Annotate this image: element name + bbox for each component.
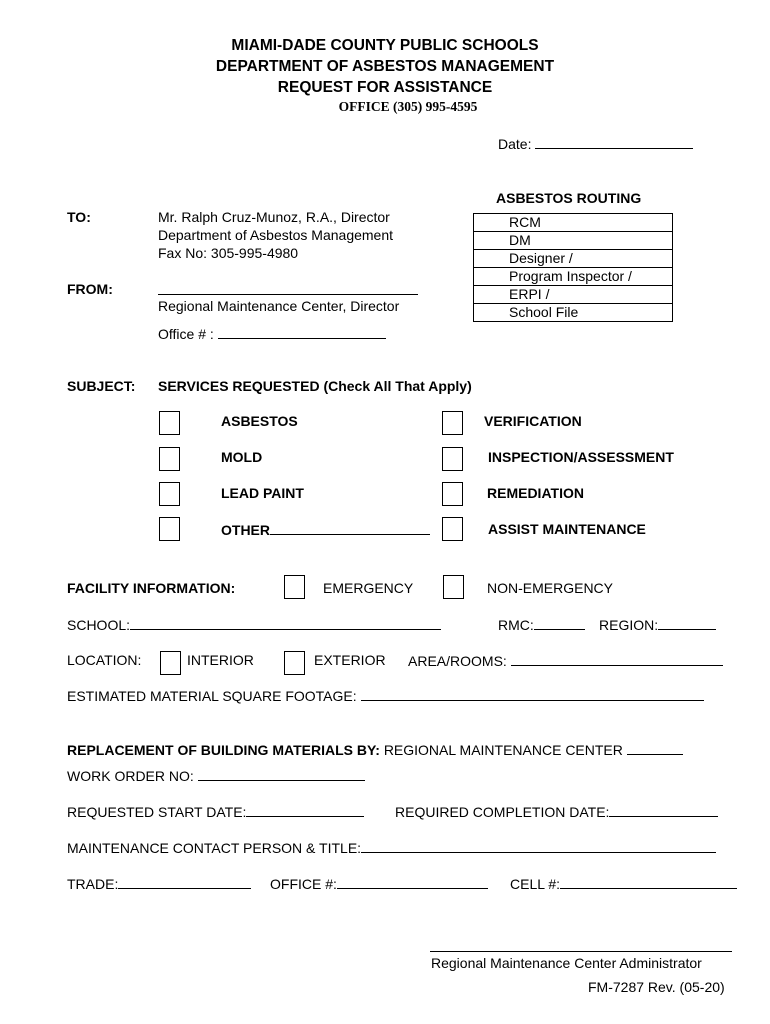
- mold-checkbox[interactable]: [159, 447, 180, 471]
- completion-date-blank[interactable]: [609, 803, 718, 817]
- from-title: Regional Maintenance Center, Director: [158, 298, 400, 314]
- lead-paint-checkbox[interactable]: [159, 482, 180, 506]
- completion-date-label: REQUIRED COMPLETION DATE:: [395, 804, 610, 820]
- other-label: OTHER: [221, 522, 270, 538]
- remediation-checkbox[interactable]: [442, 482, 463, 506]
- start-date-field[interactable]: [67, 803, 364, 820]
- inspection-label: INSPECTION/ASSESSMENT: [488, 449, 674, 465]
- subject-label: SUBJECT:: [67, 378, 136, 394]
- completion-date-field[interactable]: [395, 803, 718, 820]
- start-date-label: REQUESTED START DATE:: [67, 804, 247, 820]
- other-checkbox[interactable]: [159, 517, 180, 541]
- routing-row: RCM: [474, 214, 673, 232]
- routing-row: DM: [474, 232, 673, 250]
- region-blank[interactable]: [658, 616, 716, 630]
- date-blank[interactable]: [535, 135, 693, 149]
- routing-title: ASBESTOS ROUTING: [496, 190, 642, 206]
- assist-maintenance-label: ASSIST MAINTENANCE: [488, 521, 646, 537]
- school-label: SCHOOL:: [67, 617, 131, 633]
- verification-checkbox[interactable]: [442, 411, 463, 435]
- exterior-checkbox[interactable]: [284, 651, 305, 675]
- routing-table: [473, 213, 673, 322]
- lead-paint-label: LEAD PAINT: [221, 485, 304, 501]
- asbestos-label: ASBESTOS: [221, 413, 298, 429]
- rmc-blank[interactable]: [534, 616, 585, 630]
- work-order-label: WORK ORDER NO:: [67, 768, 194, 784]
- square-footage-field[interactable]: [67, 687, 704, 704]
- region-label: REGION:: [599, 617, 659, 633]
- trade-field[interactable]: [67, 875, 251, 892]
- cell-field[interactable]: [510, 875, 737, 892]
- to-fax: Fax No: 305-995-4980: [158, 245, 299, 261]
- from-office-label: Office # :: [158, 326, 214, 342]
- signature-label: Regional Maintenance Center Administrator: [431, 955, 702, 971]
- office-label: OFFICE #:: [270, 876, 337, 892]
- header-office-phone: OFFICE (305) 995-4595: [338, 99, 478, 114]
- exterior-label: EXTERIOR: [314, 652, 386, 668]
- asbestos-checkbox[interactable]: [159, 411, 180, 435]
- date-field[interactable]: [498, 135, 693, 152]
- other-blank[interactable]: [270, 521, 430, 535]
- area-rooms-label: AREA/ROOMS:: [408, 653, 507, 669]
- region-field[interactable]: [599, 616, 716, 633]
- contact-label: MAINTENANCE CONTACT PERSON & TITLE:: [67, 840, 362, 856]
- office-blank[interactable]: [337, 875, 488, 889]
- signature-line[interactable]: [430, 951, 732, 952]
- trade-blank[interactable]: [118, 875, 251, 889]
- trade-label: TRADE:: [67, 876, 119, 892]
- contact-blank[interactable]: [361, 839, 716, 853]
- interior-checkbox[interactable]: [160, 651, 181, 675]
- from-name-blank[interactable]: [158, 281, 418, 295]
- office-field[interactable]: [270, 875, 488, 892]
- header-line-1: MIAMI-DADE COUNTY PUBLIC SCHOOLS: [231, 37, 539, 54]
- contact-field[interactable]: [67, 839, 716, 856]
- mold-label: MOLD: [221, 449, 263, 465]
- work-order-blank[interactable]: [198, 767, 365, 781]
- form-number: FM-7287 Rev. (05-20): [588, 979, 725, 995]
- other-field[interactable]: [221, 521, 430, 538]
- start-date-blank[interactable]: [246, 803, 364, 817]
- square-footage-blank[interactable]: [361, 687, 704, 701]
- header-line-3: REQUEST FOR ASSISTANCE: [277, 79, 493, 96]
- subject-text: SERVICES REQUESTED (Check All That Apply): [158, 378, 472, 394]
- routing-row: Program Inspector /: [474, 268, 673, 286]
- date-label: Date:: [498, 136, 532, 152]
- routing-row: ERPI /: [474, 286, 673, 304]
- work-order-field[interactable]: [67, 767, 365, 784]
- replacement-blank[interactable]: [627, 741, 683, 755]
- replacement-label: REPLACEMENT OF BUILDING MATERIALS BY:: [67, 742, 380, 758]
- verification-label: VERIFICATION: [484, 413, 582, 429]
- from-label: FROM:: [67, 281, 113, 297]
- replacement-field[interactable]: [67, 741, 683, 758]
- non-emergency-checkbox[interactable]: [443, 575, 464, 599]
- square-footage-label: ESTIMATED MATERIAL SQUARE FOOTAGE:: [67, 688, 357, 704]
- school-blank[interactable]: [130, 616, 441, 630]
- rmc-label: RMC:: [498, 617, 534, 633]
- from-name-field[interactable]: [158, 281, 418, 298]
- rmc-field[interactable]: [498, 616, 585, 633]
- header-line-2: DEPARTMENT OF ASBESTOS MANAGEMENT: [215, 58, 555, 75]
- from-office-field[interactable]: [158, 325, 386, 342]
- replacement-rmc-label: REGIONAL MAINTENANCE CENTER: [383, 742, 623, 758]
- remediation-label: REMEDIATION: [487, 485, 584, 501]
- inspection-checkbox[interactable]: [442, 447, 463, 471]
- emergency-label: EMERGENCY: [323, 580, 414, 596]
- to-department: Department of Asbestos Management: [158, 227, 394, 243]
- to-label: TO:: [67, 209, 91, 225]
- routing-row: Designer /: [474, 250, 673, 268]
- routing-row: School File: [474, 304, 673, 322]
- cell-blank[interactable]: [560, 875, 737, 889]
- area-rooms-field[interactable]: [408, 652, 723, 669]
- location-label: LOCATION:: [67, 652, 142, 668]
- interior-label: INTERIOR: [187, 652, 254, 668]
- cell-label: CELL #:: [510, 876, 561, 892]
- non-emergency-label: NON-EMERGENCY: [487, 580, 614, 596]
- to-name: Mr. Ralph Cruz-Munoz, R.A., Director: [158, 209, 390, 225]
- area-rooms-blank[interactable]: [511, 652, 723, 666]
- facility-label: FACILITY INFORMATION:: [67, 580, 236, 596]
- emergency-checkbox[interactable]: [284, 575, 305, 599]
- assist-maintenance-checkbox[interactable]: [442, 517, 463, 541]
- from-office-blank[interactable]: [218, 325, 386, 339]
- school-field[interactable]: [67, 616, 441, 633]
